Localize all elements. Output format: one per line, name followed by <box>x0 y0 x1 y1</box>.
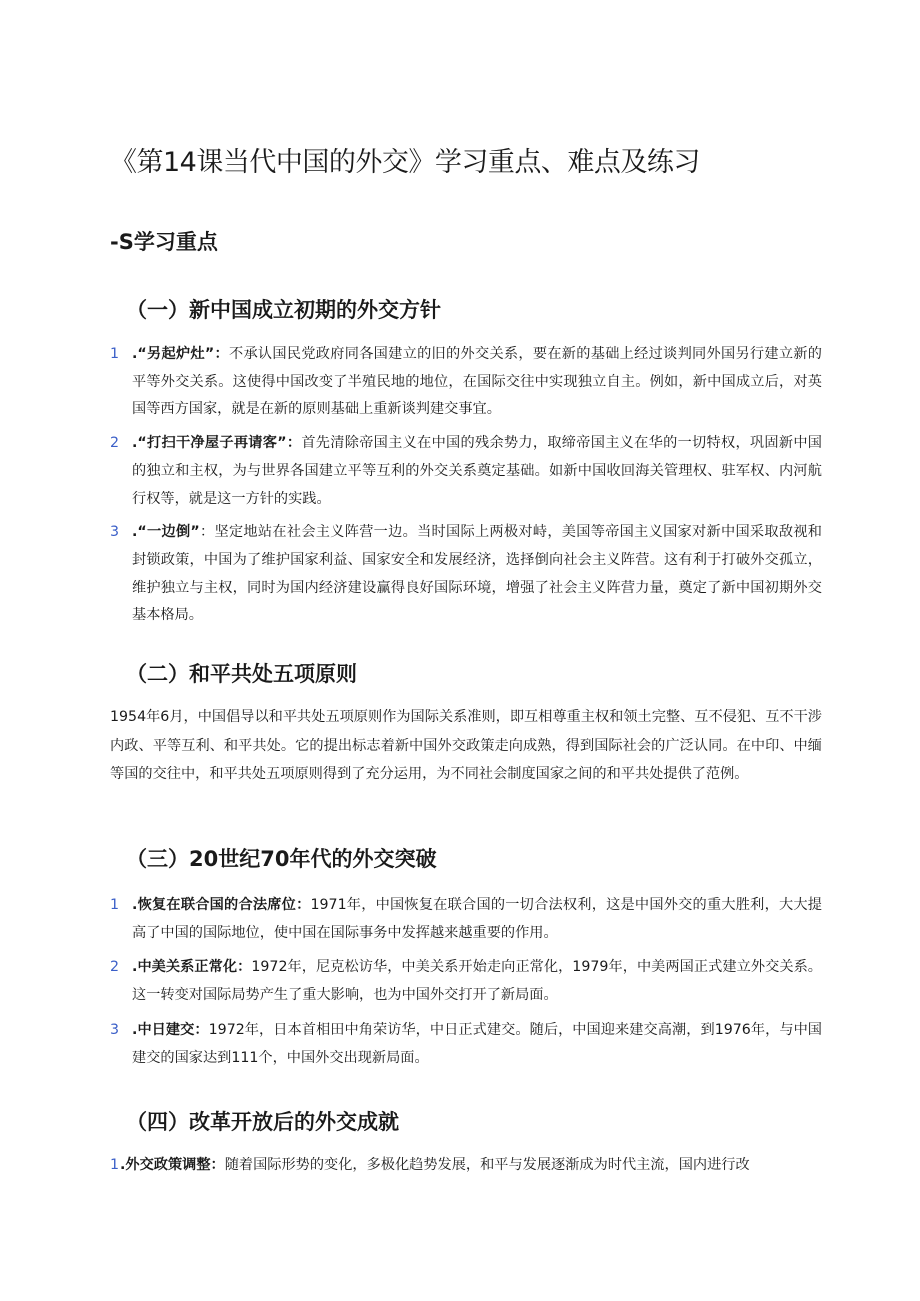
item-term: .外交政策调整： <box>120 1157 225 1173</box>
part-2-paragraph: 1954年6月，中国倡导以和平共处五项原则作为国际关系准则，即互相尊重主权和领土完整、互不侵犯、互不干涉内政、平等互利、和平共处。它的提出标志着新中国外交政策走向成熟，得到国际社会的广泛认同。在中印、中缅等国的交往中，和平共处五项原则得到了充分运用，为不同社会制度国家之间的和平共处提供了范例。 <box>110 709 822 783</box>
part-3-list <box>110 892 822 1078</box>
item-number: 1 <box>110 897 120 913</box>
item-term: .中日建交： <box>132 1021 209 1038</box>
list-item <box>110 519 822 630</box>
item-number: 2 <box>110 435 120 452</box>
list-item <box>110 341 822 424</box>
section-heading: -S学习重点 <box>110 230 218 254</box>
item-number: 2 <box>110 959 120 976</box>
item-term: .中美关系正常化： <box>132 959 252 976</box>
item-term: .恢复在联合国的合法席位： <box>132 897 311 913</box>
page-title: 《第14课当代中国的外交》学习重点、难点及练习 <box>110 147 700 178</box>
item-text: 首先清除帝国主义在中国的残余势力，取缔帝国主义在华的一切特权，巩固新中国的独立和主权，为与世界各国建立平等互利的外交关系奠定基础。如新中国收回海关管理权、驻军权、内河航行权等，就是这一方针的实践。 <box>132 435 822 507</box>
list-item <box>110 892 822 947</box>
item-term: .“打扫干净屋子再请客”： <box>132 435 302 452</box>
part-heading-3: （三）20世纪70年代的外交突破 <box>126 847 437 871</box>
item-text: 1972年，尼克松访华，中美关系开始走向正常化，1979年，中美两国正式建立外交关系。这一转变对国际局势产生了重大影响，也为中国外交打开了新局面。 <box>132 959 822 1004</box>
item-text: 不承认国民党政府同各国建立的旧的外交关系，要在新的基础上经过谈判同外国另行建立新的平等外交关系。这使得中国改变了半殖民地的地位，在国际交往中实现独立自主。例如，新中国成立后，对英国等西方国家，就是在新的原则基础上重新谈判建交事宜。 <box>132 346 822 418</box>
part-heading-4: （四）改革开放后的外交成就 <box>126 1110 399 1134</box>
item-text: 1971年，中国恢复在联合国的一切合法权利，这是中国外交的重大胜利，大大提高了中国的国际地位，使中国在国际事务中发挥越来越重要的作用。 <box>132 897 822 941</box>
list-item <box>110 1152 822 1180</box>
item-term: .“一边倒” <box>132 524 200 541</box>
part-4-list <box>110 1152 822 1186</box>
list-item <box>110 430 822 513</box>
item-text: 随着国际形势的变化，多极化趋势发展，和平与发展逐渐成为时代主流，国内进行改 <box>224 1157 750 1173</box>
item-text: 1972年，日本首相田中角荣访华，中日正式建交。随后，中国迎来建交高潮，到1976年，与中国建交的国家达到111个，中国外交出现新局面。 <box>132 1021 822 1066</box>
part-heading-2: （二）和平共处五项原则 <box>126 662 357 686</box>
list-item <box>110 1017 822 1072</box>
item-term: .“另起炉灶”： <box>132 346 229 362</box>
part-1-list <box>110 341 822 636</box>
item-number: 3 <box>110 1021 120 1038</box>
part-heading-1: （一）新中国成立初期的外交方针 <box>126 298 441 322</box>
item-number: 1 <box>110 346 120 362</box>
list-item <box>110 954 822 1009</box>
item-number: 1 <box>110 1157 120 1173</box>
item-number: 3 <box>110 524 120 541</box>
item-text: ：坚定地站在社会主义阵营一边。当时国际上两极对峙，美国等帝国主义国家对新中国采取敌视和封锁政策，中国为了维护国家利益、国家安全和发展经济，选择倒向社会主义阵营。这有利于打破外交孤立，维护独立与主权，同时为国内经济建设赢得良好国际环境，增强了社会主义阵营力量，奠定了新中国初期外交基本格局。 <box>132 524 822 624</box>
